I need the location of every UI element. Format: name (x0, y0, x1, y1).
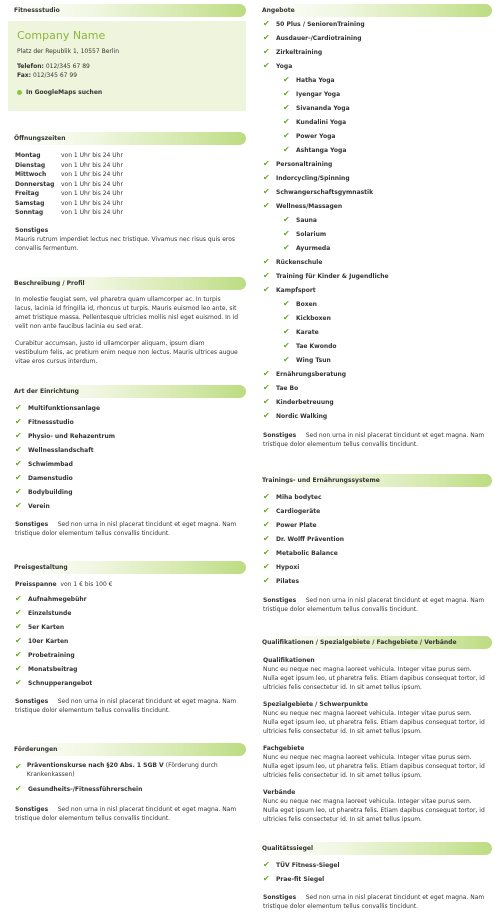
pricing-section (8, 561, 246, 715)
hours-day: Sonntag (15, 209, 44, 217)
check-icon: ✔ (15, 608, 22, 617)
offer-label: Hatha Yoga (296, 76, 335, 84)
price-range (15, 580, 239, 589)
hours-day: Mittwoch (15, 171, 47, 179)
offers-other (263, 431, 485, 449)
offer-label: Solarium (296, 230, 327, 238)
pricing-label: Probetraining (28, 651, 75, 659)
check-icon: ✔ (15, 487, 22, 496)
funding-item-title: Präventionskurse nach §20 Abs. 1 SGB V (26, 762, 164, 769)
check-icon: ✔ (263, 576, 270, 585)
system-label: Power Plate (276, 521, 317, 529)
section-header: Qualitätssiegel (256, 842, 492, 855)
facility-other (15, 520, 239, 538)
facility-label: Fitnessstudio (28, 418, 74, 426)
hours-time: von 1 Uhr bis 24 Uhr (61, 171, 123, 179)
offer-item (263, 73, 485, 87)
check-icon: ✔ (263, 874, 270, 883)
funding-body (8, 756, 246, 823)
check-icon: ✔ (283, 313, 290, 322)
check-icon: ✔ (263, 562, 270, 571)
hours-row (15, 208, 123, 218)
facility-other-label: Sonstiges (15, 521, 49, 528)
offer-item (263, 269, 485, 283)
qualification-text: Nunc eu neque nec magna laoreet vehicula. Integer vitae purus sem. Nulla eget ipsum leo, ut pharetra felis. Etiam dapibus consequat tortor, id ultricies felis consectetur id. In sit amet tellus ipsum. (263, 710, 485, 735)
pricing-label: 5er Karten (28, 623, 65, 631)
qualification-block (263, 744, 485, 780)
offer-label: Kickboxen (296, 314, 331, 322)
offer-item (263, 171, 485, 185)
check-icon: ✔ (263, 383, 270, 392)
facility-item (15, 499, 239, 513)
seal-label: Prae-fit Siegel (276, 875, 325, 883)
check-icon: ✔ (263, 860, 270, 869)
facility-item (15, 443, 239, 457)
check-icon: ✔ (15, 664, 22, 673)
check-icon: ✔ (263, 61, 270, 70)
funding-item-note: (Förderung durch Krankenkassen) (26, 762, 218, 778)
facility-item (15, 401, 239, 415)
hours-day: Dienstag (15, 161, 46, 169)
facility-item (15, 471, 239, 485)
offer-item (263, 101, 485, 115)
hours-time: von 1 Uhr bis 24 Uhr (61, 180, 123, 188)
systems-body (256, 487, 492, 614)
fax-label: Fax: (17, 72, 32, 80)
hours-row (15, 161, 123, 171)
offer-label: 50 Plus / SeniorenTraining (276, 20, 365, 28)
check-icon: ✔ (263, 492, 270, 501)
hours-day: Samstag (15, 199, 45, 207)
system-label: Miha bodytec (276, 493, 322, 501)
price-range-value: von 1 € bis 100 € (60, 581, 113, 588)
price-range-label: Preisspanne (15, 581, 57, 588)
pricing-label: Einzelstunde (28, 609, 72, 617)
offer-item (263, 297, 485, 311)
studio-address: Platz der Republik 1, 10557 Berlin (17, 48, 120, 56)
check-icon: ✔ (15, 431, 22, 440)
check-icon: ✔ (263, 411, 270, 420)
pricing-label: Monatsbeitrag (28, 665, 78, 673)
check-icon: ✔ (283, 75, 290, 84)
section-header: Beschreibung / Profil (8, 277, 246, 290)
offer-label: Iyengar Yoga (296, 90, 341, 98)
hours-day: Montag (15, 152, 41, 160)
check-icon: ✔ (263, 548, 270, 557)
check-icon: ✔ (263, 257, 270, 266)
offer-label: Kinderbetreuung (276, 398, 334, 406)
hours-row (15, 199, 123, 209)
seals-other-label: Sonstiges (263, 894, 297, 901)
check-icon: ✔ (263, 285, 270, 294)
systems-list (263, 490, 485, 588)
check-icon: ✔ (15, 636, 22, 645)
facility-label: Bodybuilding (28, 488, 73, 496)
offers-section (256, 4, 492, 449)
check-icon: ✔ (15, 784, 22, 793)
seal-item (263, 872, 485, 886)
system-item (263, 574, 485, 588)
offer-item (263, 185, 485, 199)
check-icon: ✔ (263, 534, 270, 543)
offer-label: Karate (296, 328, 319, 336)
hours-table (15, 151, 123, 218)
offer-label: Sivananda Yoga (296, 104, 350, 112)
check-icon: ✔ (15, 762, 22, 771)
hours-row (15, 189, 123, 199)
hours-row (15, 151, 123, 161)
section-header: Förderungen (8, 743, 246, 756)
hours-body (8, 145, 246, 253)
section-header: Öffnungszeiten (8, 132, 246, 145)
pricing-label: 10er Karten (28, 637, 69, 645)
check-icon: ✔ (263, 33, 270, 42)
offer-label: Personaltraining (276, 160, 333, 168)
check-icon: ✔ (15, 417, 22, 426)
funding-item (15, 782, 239, 796)
system-item (263, 546, 485, 560)
seal-item (263, 858, 485, 872)
facility-label: Wellnesslandschaft (28, 446, 94, 454)
qualification-heading: Verbände (263, 789, 296, 796)
systems-section (256, 474, 492, 614)
system-label: Pilates (276, 577, 300, 585)
check-icon: ✔ (283, 341, 290, 350)
check-icon: ✔ (263, 271, 270, 280)
pricing-other-label: Sonstiges (15, 698, 49, 705)
facility-label: Verein (28, 502, 50, 510)
qualifications-body (256, 649, 492, 824)
pricing-item (15, 648, 239, 662)
offer-label: Ausdauer-/Cardiotraining (276, 34, 362, 42)
facility-list (15, 401, 239, 513)
system-item (263, 518, 485, 532)
qualification-text: Nunc eu neque nec magna laoreet vehicula. Integer vitae purus sem. Nulla eget ipsum leo, ut pharetra felis. Etiam dapibus consequat tortor, id ultricies felis consectetur id. In sit amet tellus ipsum. (263, 754, 485, 779)
studio-card (8, 21, 246, 111)
offer-item (263, 45, 485, 59)
qualifications-section (256, 636, 492, 824)
offer-item (263, 213, 485, 227)
offer-label: Nordic Walking (276, 412, 328, 420)
check-icon: ✔ (263, 520, 270, 529)
offers-other-label: Sonstiges (263, 432, 297, 439)
pricing-label: Aufnahmegebühr (28, 595, 87, 603)
seals-body (256, 855, 492, 911)
offer-label: Training für Kinder & Jugendliche (276, 272, 389, 280)
offer-label: Kampfsport (276, 286, 316, 294)
system-item (263, 504, 485, 518)
offer-item (263, 227, 485, 241)
check-icon: ✔ (15, 403, 22, 412)
qualification-block (263, 656, 485, 692)
offer-item (263, 311, 485, 325)
check-icon: ✔ (283, 145, 290, 154)
check-icon: ✔ (283, 215, 290, 224)
hours-time: von 1 Uhr bis 24 Uhr (61, 152, 123, 160)
pricing-body (8, 574, 246, 715)
offer-label: Ashtanga Yoga (296, 146, 347, 154)
facility-item (15, 485, 239, 499)
check-icon: ✔ (283, 131, 290, 140)
check-icon: ✔ (283, 355, 290, 364)
googlemaps-label: In GoogleMaps suchen (26, 89, 103, 97)
offer-label: Tae Kwondo (296, 342, 337, 350)
check-icon: ✔ (283, 243, 290, 252)
hours-time: von 1 Uhr bis 24 Uhr (61, 190, 123, 198)
systems-other (263, 596, 485, 614)
facility-label: Schwimmbad (28, 460, 73, 468)
seals-section (256, 842, 492, 911)
hours-section (8, 132, 246, 253)
offer-item (263, 283, 485, 297)
offer-item (263, 409, 485, 423)
offers-other-text: Sed non urna in nisl placerat tincidunt et eget magna. Nam tristique dolor elementum tellus convallis tincidunt. (263, 432, 485, 448)
check-icon: ✔ (15, 445, 22, 454)
offer-label: Kundalini Yoga (296, 118, 347, 126)
fax-value: 012/345 67 99 (33, 72, 78, 80)
seals-list (263, 858, 485, 886)
offer-label: Wing Tsun (296, 356, 331, 364)
offer-label: Indorcycling/Spinning (276, 174, 350, 182)
facility-item (15, 429, 239, 443)
offer-label: Wellness/Massagen (276, 202, 343, 210)
offer-label: Zirkeltraining (276, 48, 323, 56)
offer-item (263, 157, 485, 171)
pricing-other-text: Sed non urna in nisl placerat tincidunt et eget magna. Nam tristique dolor elementum tellus convallis tincidunt. (15, 698, 237, 714)
offer-item (263, 129, 485, 143)
hours-day: Donnerstag (15, 180, 55, 188)
facility-item (15, 457, 239, 471)
offer-item (263, 381, 485, 395)
pricing-list (15, 592, 239, 690)
qualification-heading: Qualifikationen (263, 657, 315, 664)
offer-label: Ayurmeda (296, 244, 331, 252)
offer-item (263, 367, 485, 381)
pricing-other (15, 697, 239, 715)
facility-label: Physio- und Rehazentrum (28, 432, 116, 440)
check-icon: ✔ (263, 187, 270, 196)
facility-section (8, 385, 246, 538)
system-item (263, 560, 485, 574)
section-header: Angebote (256, 4, 492, 17)
funding-item-title: Gesundheits-/Fitnessführerschein (28, 785, 143, 793)
phone-value: 012/345 67 89 (45, 63, 90, 71)
qualification-heading: Fachgebiete (263, 745, 305, 752)
hours-time: von 1 Uhr bis 24 Uhr (61, 161, 123, 169)
check-icon: ✔ (263, 369, 270, 378)
check-icon: ✔ (15, 459, 22, 468)
facility-label: Multifunktionsanlage (28, 404, 101, 412)
hours-time: von 1 Uhr bis 24 Uhr (61, 199, 123, 207)
offer-item (263, 353, 485, 367)
pricing-item (15, 606, 239, 620)
facility-other-text: Sed non urna in nisl placerat tincidunt et eget magna. Nam tristique dolor elementum tellus convallis tincidunt. (15, 521, 237, 537)
pricing-item (15, 592, 239, 606)
facility-label: Damenstudio (28, 474, 73, 482)
system-label: Dr. Wolff Prävention (276, 535, 344, 543)
check-icon: ✔ (15, 594, 22, 603)
googlemaps-link[interactable] (17, 88, 237, 97)
check-icon: ✔ (15, 501, 22, 510)
offer-item (263, 31, 485, 45)
pricing-item (15, 620, 239, 634)
check-icon: ✔ (263, 19, 270, 28)
check-icon: ✔ (263, 201, 270, 210)
offer-label: Yoga (276, 62, 293, 70)
check-icon: ✔ (283, 327, 290, 336)
funding-section (8, 743, 246, 823)
offers-body (256, 17, 492, 449)
systems-other-text: Sed non urna in nisl placerat tincidunt et eget magna. Nam tristique dolor elementum tellus convallis tincidunt. (263, 597, 485, 613)
check-icon: ✔ (263, 159, 270, 168)
system-item (263, 532, 485, 546)
pricing-label: Schnupperangebot (28, 679, 93, 687)
funding-item (15, 761, 239, 779)
funding-other (15, 805, 239, 823)
check-icon: ✔ (283, 229, 290, 238)
check-icon: ✔ (263, 397, 270, 406)
funding-other-text: Sed non urna in nisl placerat tincidunt et eget magna. Nam tristique dolor elementum tellus convallis tincidunt. (15, 806, 237, 822)
offer-item (263, 199, 485, 213)
check-icon: ✔ (283, 117, 290, 126)
qualification-text: Nunc eu neque nec magna laoreet vehicula. Integer vitae purus sem. Nulla eget ipsum leo, ut pharetra felis. Etiam dapibus consequat tortor, id ultricies felis consectetur id. In sit amet tellus ipsum. (263, 798, 485, 823)
phone-label: Telefon: (17, 63, 44, 71)
offer-item (263, 395, 485, 409)
offer-item (263, 115, 485, 129)
offer-label: Boxen (296, 300, 317, 308)
description-paragraph: In molestie feugiat sem, vel pharetra quam ullamcorper ac. In turpis lacus, lacinia id fringilla id, rhoncus ut turpis. Mauris euismod leo ante, sit amet tristique massa. Pellentesque ultricies mollis nisl eget euismod. In id velit non ante faucibus lacinia eu sed erat. (15, 296, 239, 330)
offer-item (263, 87, 485, 101)
check-icon: ✔ (15, 650, 22, 659)
pricing-item (15, 676, 239, 690)
offer-label: Schwangerschaftsgymnastik (276, 188, 374, 196)
offer-label: Sauna (296, 216, 317, 224)
funding-other-label: Sonstiges (15, 806, 49, 813)
hours-other-text: Mauris rutrum imperdiet lectus nec tristique. Vivamus nec risus quis eros convallis fermentum. (15, 235, 236, 252)
offer-label: Ernährungsberatung (276, 370, 347, 378)
check-icon: ✔ (283, 103, 290, 112)
system-label: Metabolic Balance (276, 549, 338, 557)
section-header: Qualifikationen / Spezialgebiete / Fachgebiete / Verbände (256, 636, 492, 649)
check-icon: ✔ (283, 89, 290, 98)
system-item (263, 490, 485, 504)
facility-item (15, 415, 239, 429)
offer-label: Tae Bo (276, 384, 299, 392)
qualification-block (263, 788, 485, 824)
check-icon: ✔ (15, 622, 22, 631)
hours-time: von 1 Uhr bis 24 Uhr (61, 209, 123, 217)
offer-label: Rückenschule (276, 258, 323, 266)
facility-body (8, 398, 246, 538)
qualification-heading: Spezialgebiete / Schwerpunkte (263, 701, 368, 708)
offers-list (263, 17, 485, 423)
seals-other-text: Sed non urna in nisl placerat tincidunt et eget magna. Nam tristique dolor elementum tellus convallis tincidunt. (263, 894, 485, 910)
company-name: Company Name (17, 29, 106, 42)
map-dot-icon (17, 90, 22, 95)
description-body (8, 290, 246, 366)
hours-day: Freitag (15, 190, 40, 198)
description-section (8, 277, 246, 366)
offer-item (263, 255, 485, 269)
offer-label: Power Yoga (296, 132, 336, 140)
hours-row (15, 180, 123, 190)
pricing-item (15, 634, 239, 648)
seal-label: TÜV Fitness-Siegel (276, 861, 340, 869)
section-header: Preisgestaltung (8, 561, 246, 574)
fax-line (17, 71, 237, 80)
systems-other-label: Sonstiges (263, 597, 297, 604)
section-header: Fitnessstudio (8, 4, 246, 17)
offer-item (263, 325, 485, 339)
offer-item (263, 143, 485, 157)
system-label: Cardiogeräte (276, 507, 321, 515)
offer-item (263, 17, 485, 31)
section-header: Trainings- und Ernährungssysteme (256, 474, 492, 487)
seals-other (263, 893, 485, 911)
offer-item (263, 241, 485, 255)
check-icon: ✔ (263, 47, 270, 56)
check-icon: ✔ (283, 299, 290, 308)
pricing-item (15, 662, 239, 676)
check-icon: ✔ (263, 506, 270, 515)
studio-section (8, 4, 246, 111)
check-icon: ✔ (15, 678, 22, 687)
description-paragraph: Curabitur accumsan, justo id ullamcorper aliquam, ipsum diam vestibulum felis, ac pretium enim neque non lectus. Mauris ultrices augue vitae eros cursus interdum. (15, 340, 238, 365)
qualification-text: Nunc eu neque nec magna laoreet vehicula. Integer vitae purus sem. Nulla eget ipsum leo, ut pharetra felis. Etiam dapibus consequat tortor, id ultricies felis consectetur id. In sit amet tellus ipsum. (263, 666, 485, 691)
check-icon: ✔ (15, 473, 22, 482)
section-header: Art der Einrichtung (8, 385, 246, 398)
phone-line (17, 62, 237, 71)
qualification-block (263, 700, 485, 736)
system-label: Hypoxi (276, 563, 300, 571)
check-icon: ✔ (263, 173, 270, 182)
hours-row (15, 170, 123, 180)
offer-item (263, 59, 485, 73)
hours-other-label: Sonstiges (15, 226, 49, 234)
offer-item (263, 339, 485, 353)
